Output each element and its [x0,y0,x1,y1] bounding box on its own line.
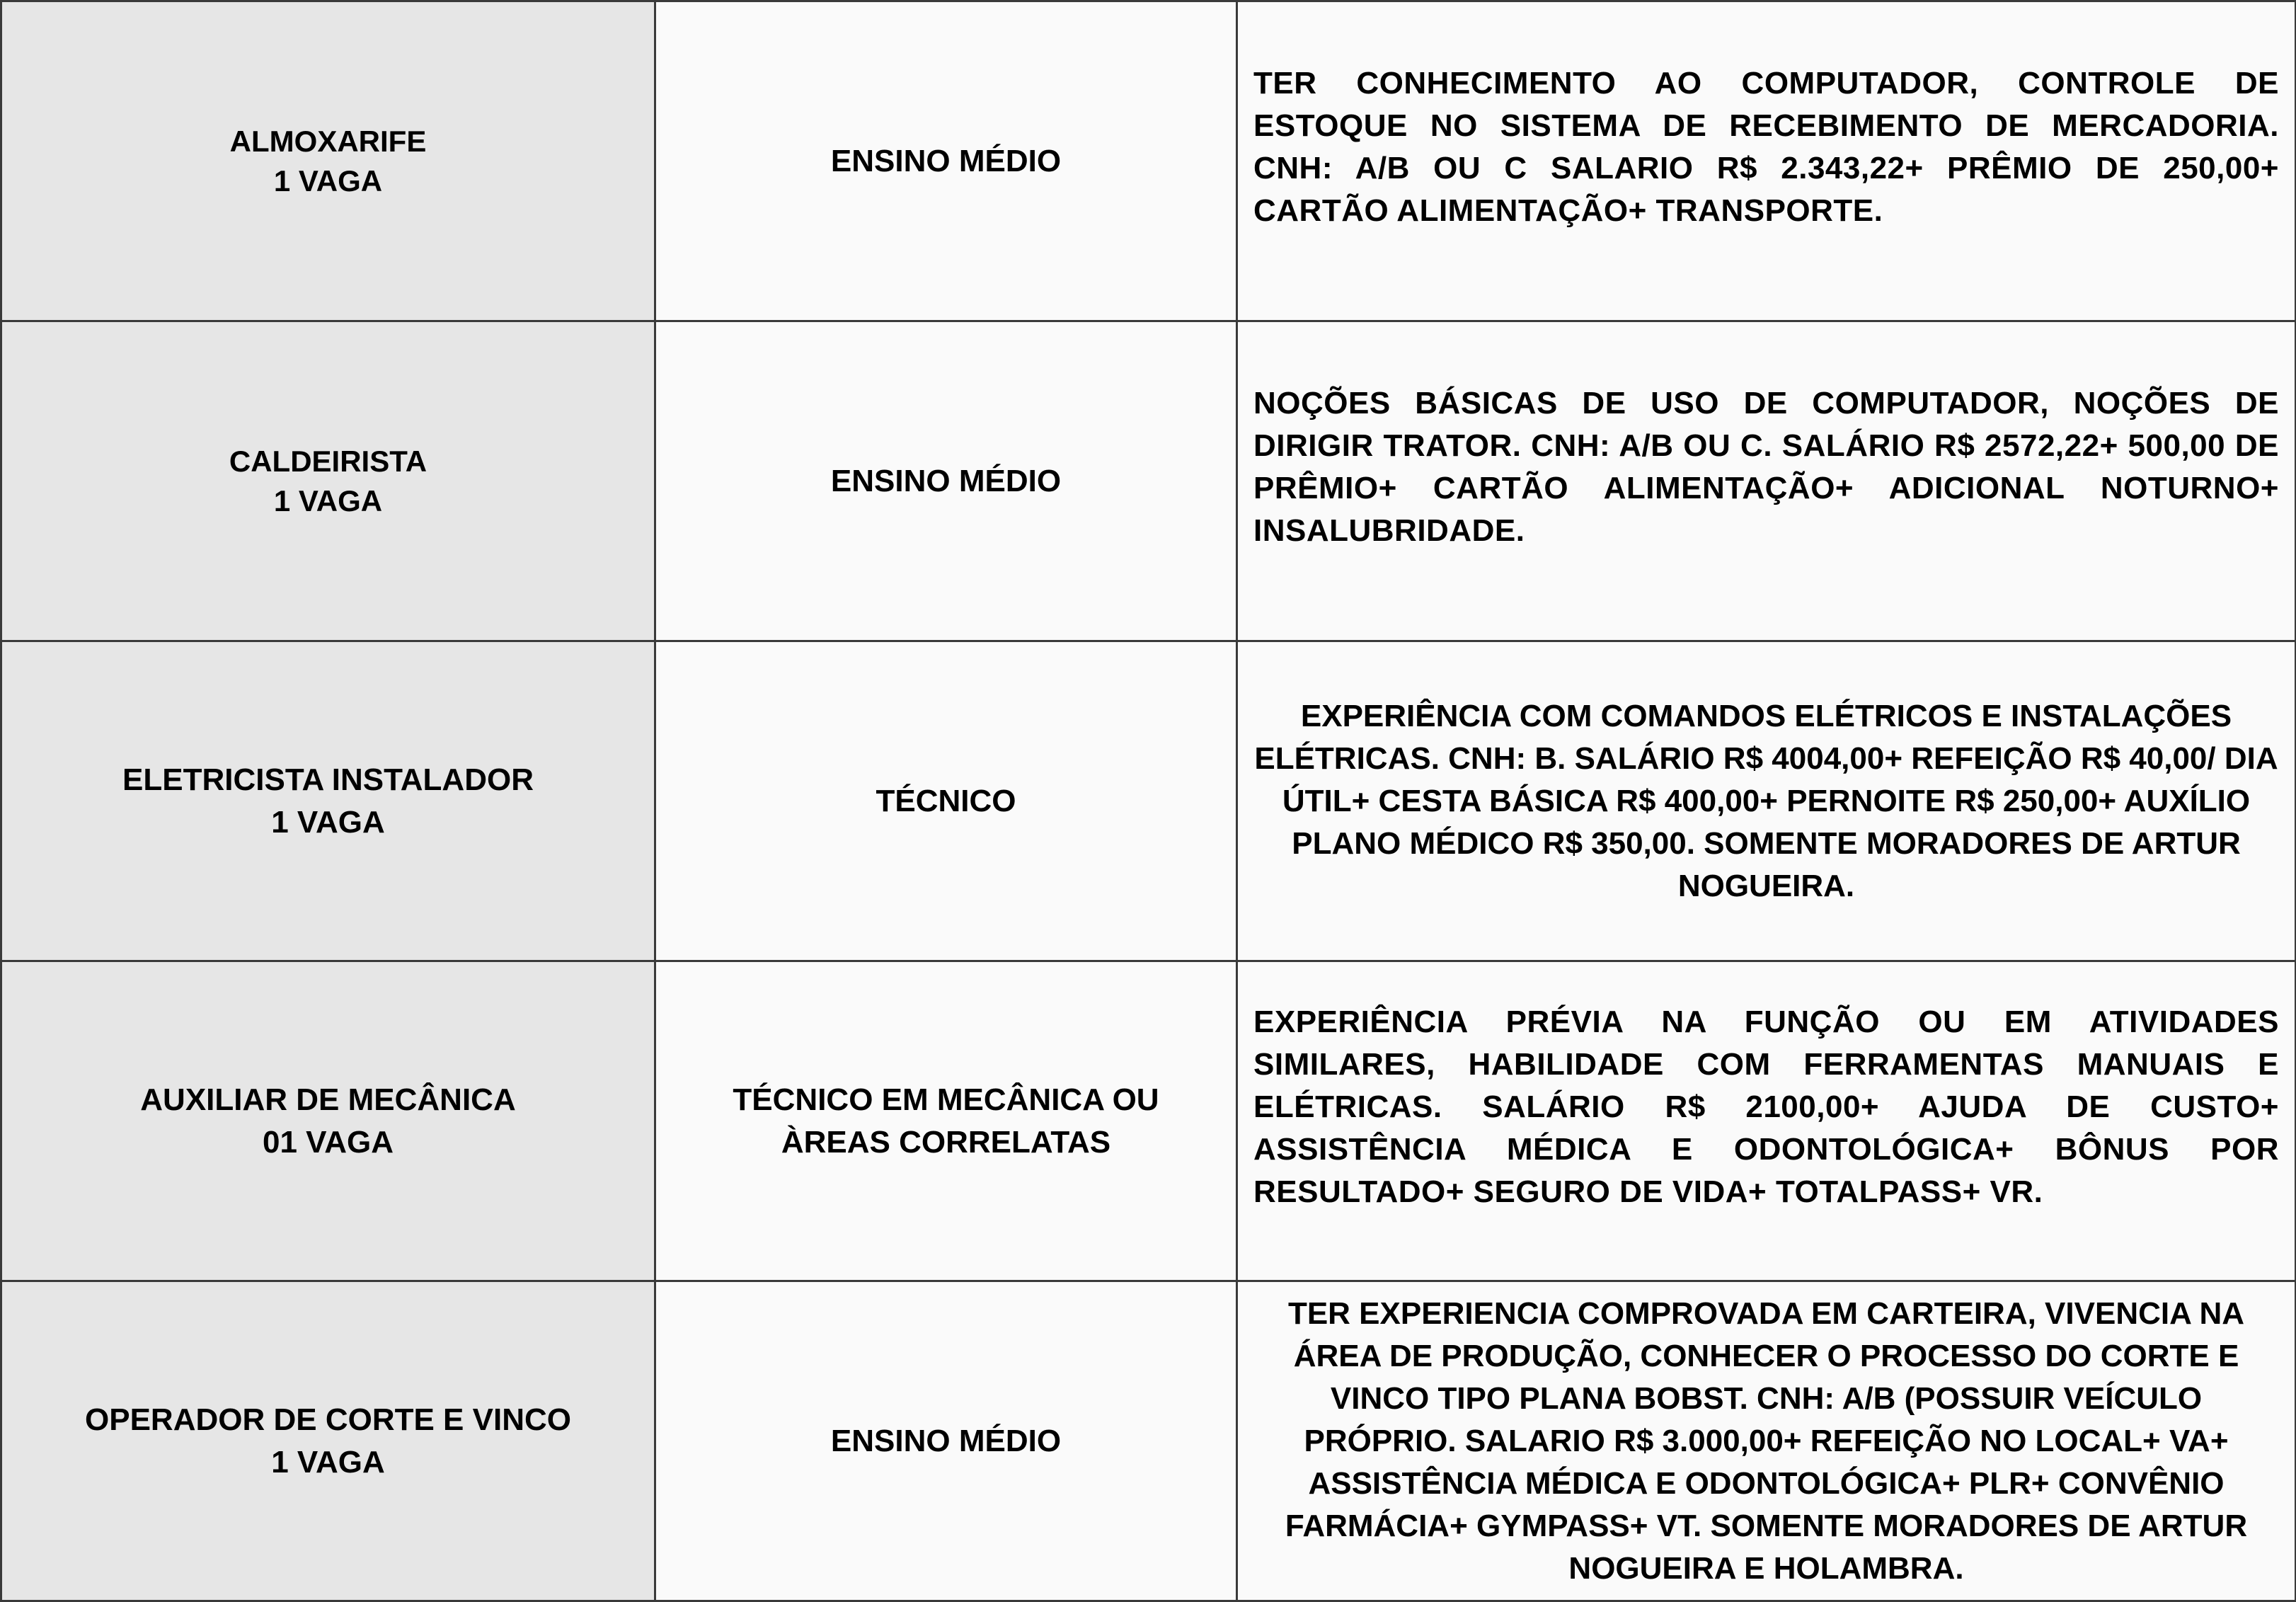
job-description: EXPERIÊNCIA PRÉVIA NA FUNÇÃO OU EM ATIVIDADES SIMILARES, HABILIDADE COM FERRAMENTAS MANUAIS E ELÉTRICAS. SALÁRIO R$ 2100,00+ AJUDA DE CUSTO+ ASSISTÊNCIA MÉDICA E ODONTOLÓGICA+ BÔNUS POR RESULTADO+ SEGURO DE VIDA+ TOTALPASS+ VR. [1253,1004,2279,1209]
education-cell [655,1281,1237,1601]
description-cell [1237,1281,2296,1601]
description-cell [1237,961,2296,1281]
job-role-cell [1,321,655,641]
table-row [1,321,2296,641]
job-vacancy-count: 1 VAGA [273,164,383,198]
description-cell [1237,321,2296,641]
job-vacancy-count: 1 VAGA [271,804,385,840]
job-role-cell [1,1281,655,1601]
description-cell [1237,641,2296,961]
job-role-title: ALMOXARIFE [229,124,427,158]
job-role-title: ELETRICISTA INSTALADOR [122,762,534,797]
description-cell [1237,1,2296,321]
table-row [1,1,2296,321]
education-requirement: ENSINO MÉDIO [830,463,1062,498]
job-role-cell [1,1,655,321]
education-cell [655,321,1237,641]
job-role-cell [1,641,655,961]
education-requirement: TÉCNICO [876,783,1016,818]
education-cell [655,641,1237,961]
job-vacancy-count: 1 VAGA [273,484,383,517]
job-role-title: OPERADOR DE CORTE E VINCO [85,1402,571,1437]
job-description: EXPERIÊNCIA COM COMANDOS ELÉTRICOS E INSTALAÇÕES ELÉTRICAS. CNH: B. SALÁRIO R$ 4004,00+ REFEIÇÃO R$ 40,00/ DIA ÚTIL+ CESTA BÁSICA R$ 400,00+ PERNOITE R$ 250,00+ AUXÍLIO PLANO MÉDICO R$ 350,00. SOMENTE MORADORES DE ARTUR NOGUEIRA. [1254,698,2278,903]
job-vacancy-count: 1 VAGA [271,1444,385,1480]
table-row [1,1281,2296,1601]
job-vacancy-count: 01 VAGA [262,1124,394,1160]
education-requirement: ENSINO MÉDIO [830,1423,1062,1458]
table-row [1,961,2296,1281]
job-description: TER CONHECIMENTO AO COMPUTADOR, CONTROLE DE ESTOQUE NO SISTEMA DE RECEBIMENTO DE MERCADORIA. CNH: A/B OU C SALARIO R$ 2.343,22+ PRÊMIO DE 250,00+ CARTÃO ALIMENTAÇÃO+ TRANSPORTE. [1253,65,2279,228]
table-row [1,641,2296,961]
education-requirement: ENSINO MÉDIO [830,143,1062,178]
job-description: NOÇÕES BÁSICAS DE USO DE COMPUTADOR, NOÇÕES DE DIRIGIR TRATOR. CNH: A/B OU C. SALÁRIO R$ 2572,22+ 500,00 DE PRÊMIO+ CARTÃO ALIMENTAÇÃO+ ADICIONAL NOTURNO+ INSALUBRIDADE. [1253,385,2279,548]
education-requirement: TÉCNICO EM MECÂNICA OU ÀREAS CORRELATAS [733,1082,1159,1160]
education-cell [655,1,1237,321]
job-role-title: AUXILIAR DE MECÂNICA [140,1082,516,1117]
job-role-title: CALDEIRISTA [229,444,427,478]
education-cell [655,961,1237,1281]
job-description: TER EXPERIENCIA COMPROVADA EM CARTEIRA, VIVENCIA NA ÁREA DE PRODUÇÃO, CONHECER O PROCESSO DO CORTE E VINCO TIPO PLANA BOBST. CNH: A/B (POSSUIR VEÍCULO PRÓPRIO. SALARIO R$ 3.000,00+ REFEIÇÃO NO LOCAL+ VA+ ASSISTÊNCIA MÉDICA E ODONTOLÓGICA+ PLR+ CONVÊNIO FARMÁCIA+ GYMPASS+ VT. SOMENTE MORADORES DE ARTUR NOGUEIRA E HOLAMBRA. [1285,1295,2248,1586]
job-role-cell [1,961,655,1281]
